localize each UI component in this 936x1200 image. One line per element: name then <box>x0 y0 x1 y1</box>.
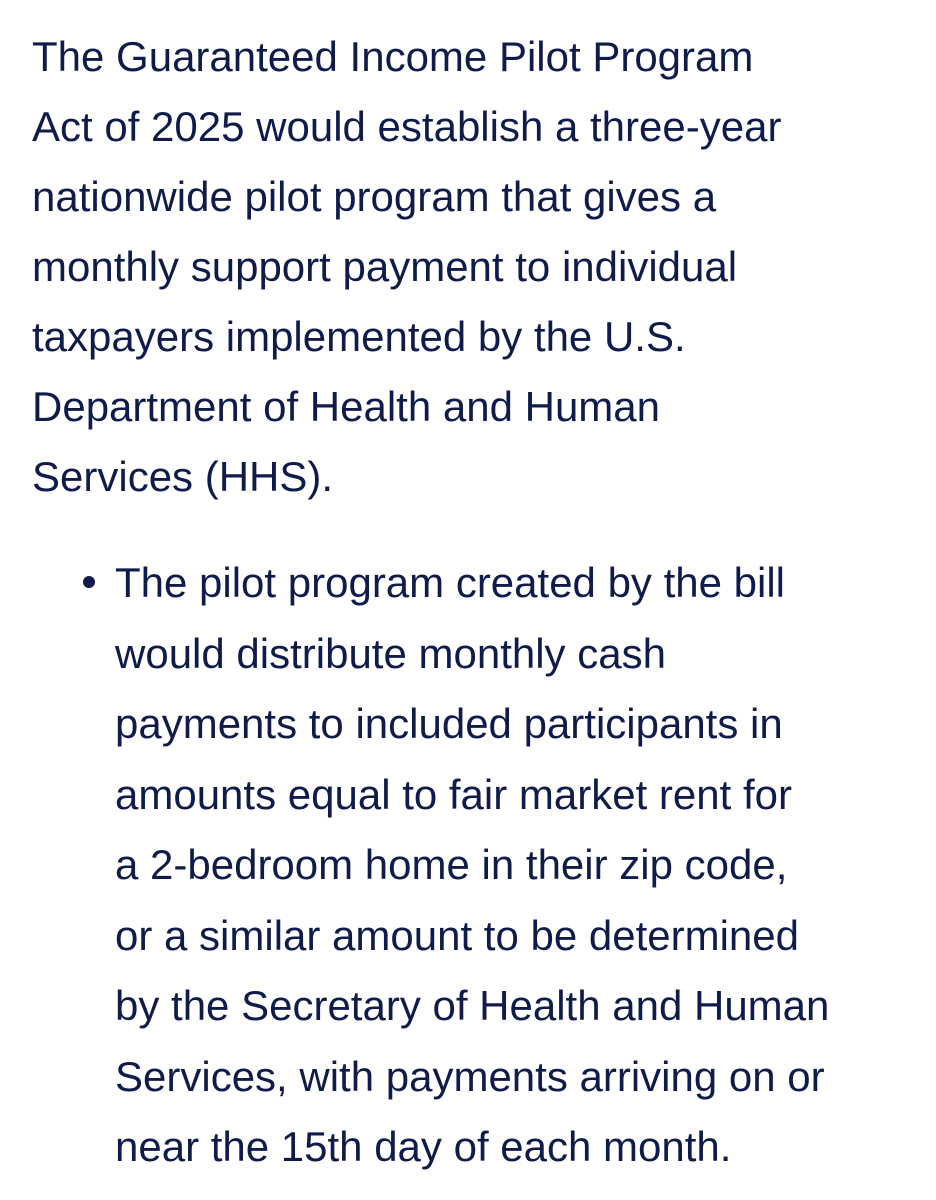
intro-line: nationwide pilot program that gives a <box>32 173 717 220</box>
intro-line: taxpayers implemented by the U.S. <box>32 313 686 360</box>
intro-paragraph <box>32 22 912 512</box>
intro-line: Services (HHS). <box>32 453 334 500</box>
intro-line: Act of 2025 would establish a three-year <box>32 103 782 150</box>
bullet-dot-icon <box>83 576 95 588</box>
bullet-line: payments to included participants in <box>115 700 783 747</box>
bullet-line: or a similar amount to be determined <box>115 911 799 959</box>
list-item <box>0 548 936 1183</box>
intro-line: monthly support payment to individual <box>32 243 738 290</box>
bullet-line: a 2-bedroom home in their zip code, <box>115 841 788 888</box>
intro-line: Department of Health and Human <box>32 383 661 430</box>
bullet-line: by the Secretary of Health and Human <box>115 982 830 1029</box>
bullet-line: near the 15th day of each month. <box>115 1123 732 1170</box>
bullet-line: The pilot program created by the bill <box>115 559 786 606</box>
bullet-line: Services, with payments arriving on or <box>115 1052 825 1100</box>
bullet-line: amounts equal to fair market rent for <box>115 770 792 818</box>
bullet-list <box>0 548 936 1183</box>
intro-line: The Guaranteed Income Pilot Program <box>32 33 754 80</box>
bullet-line: would distribute monthly cash <box>115 629 666 677</box>
